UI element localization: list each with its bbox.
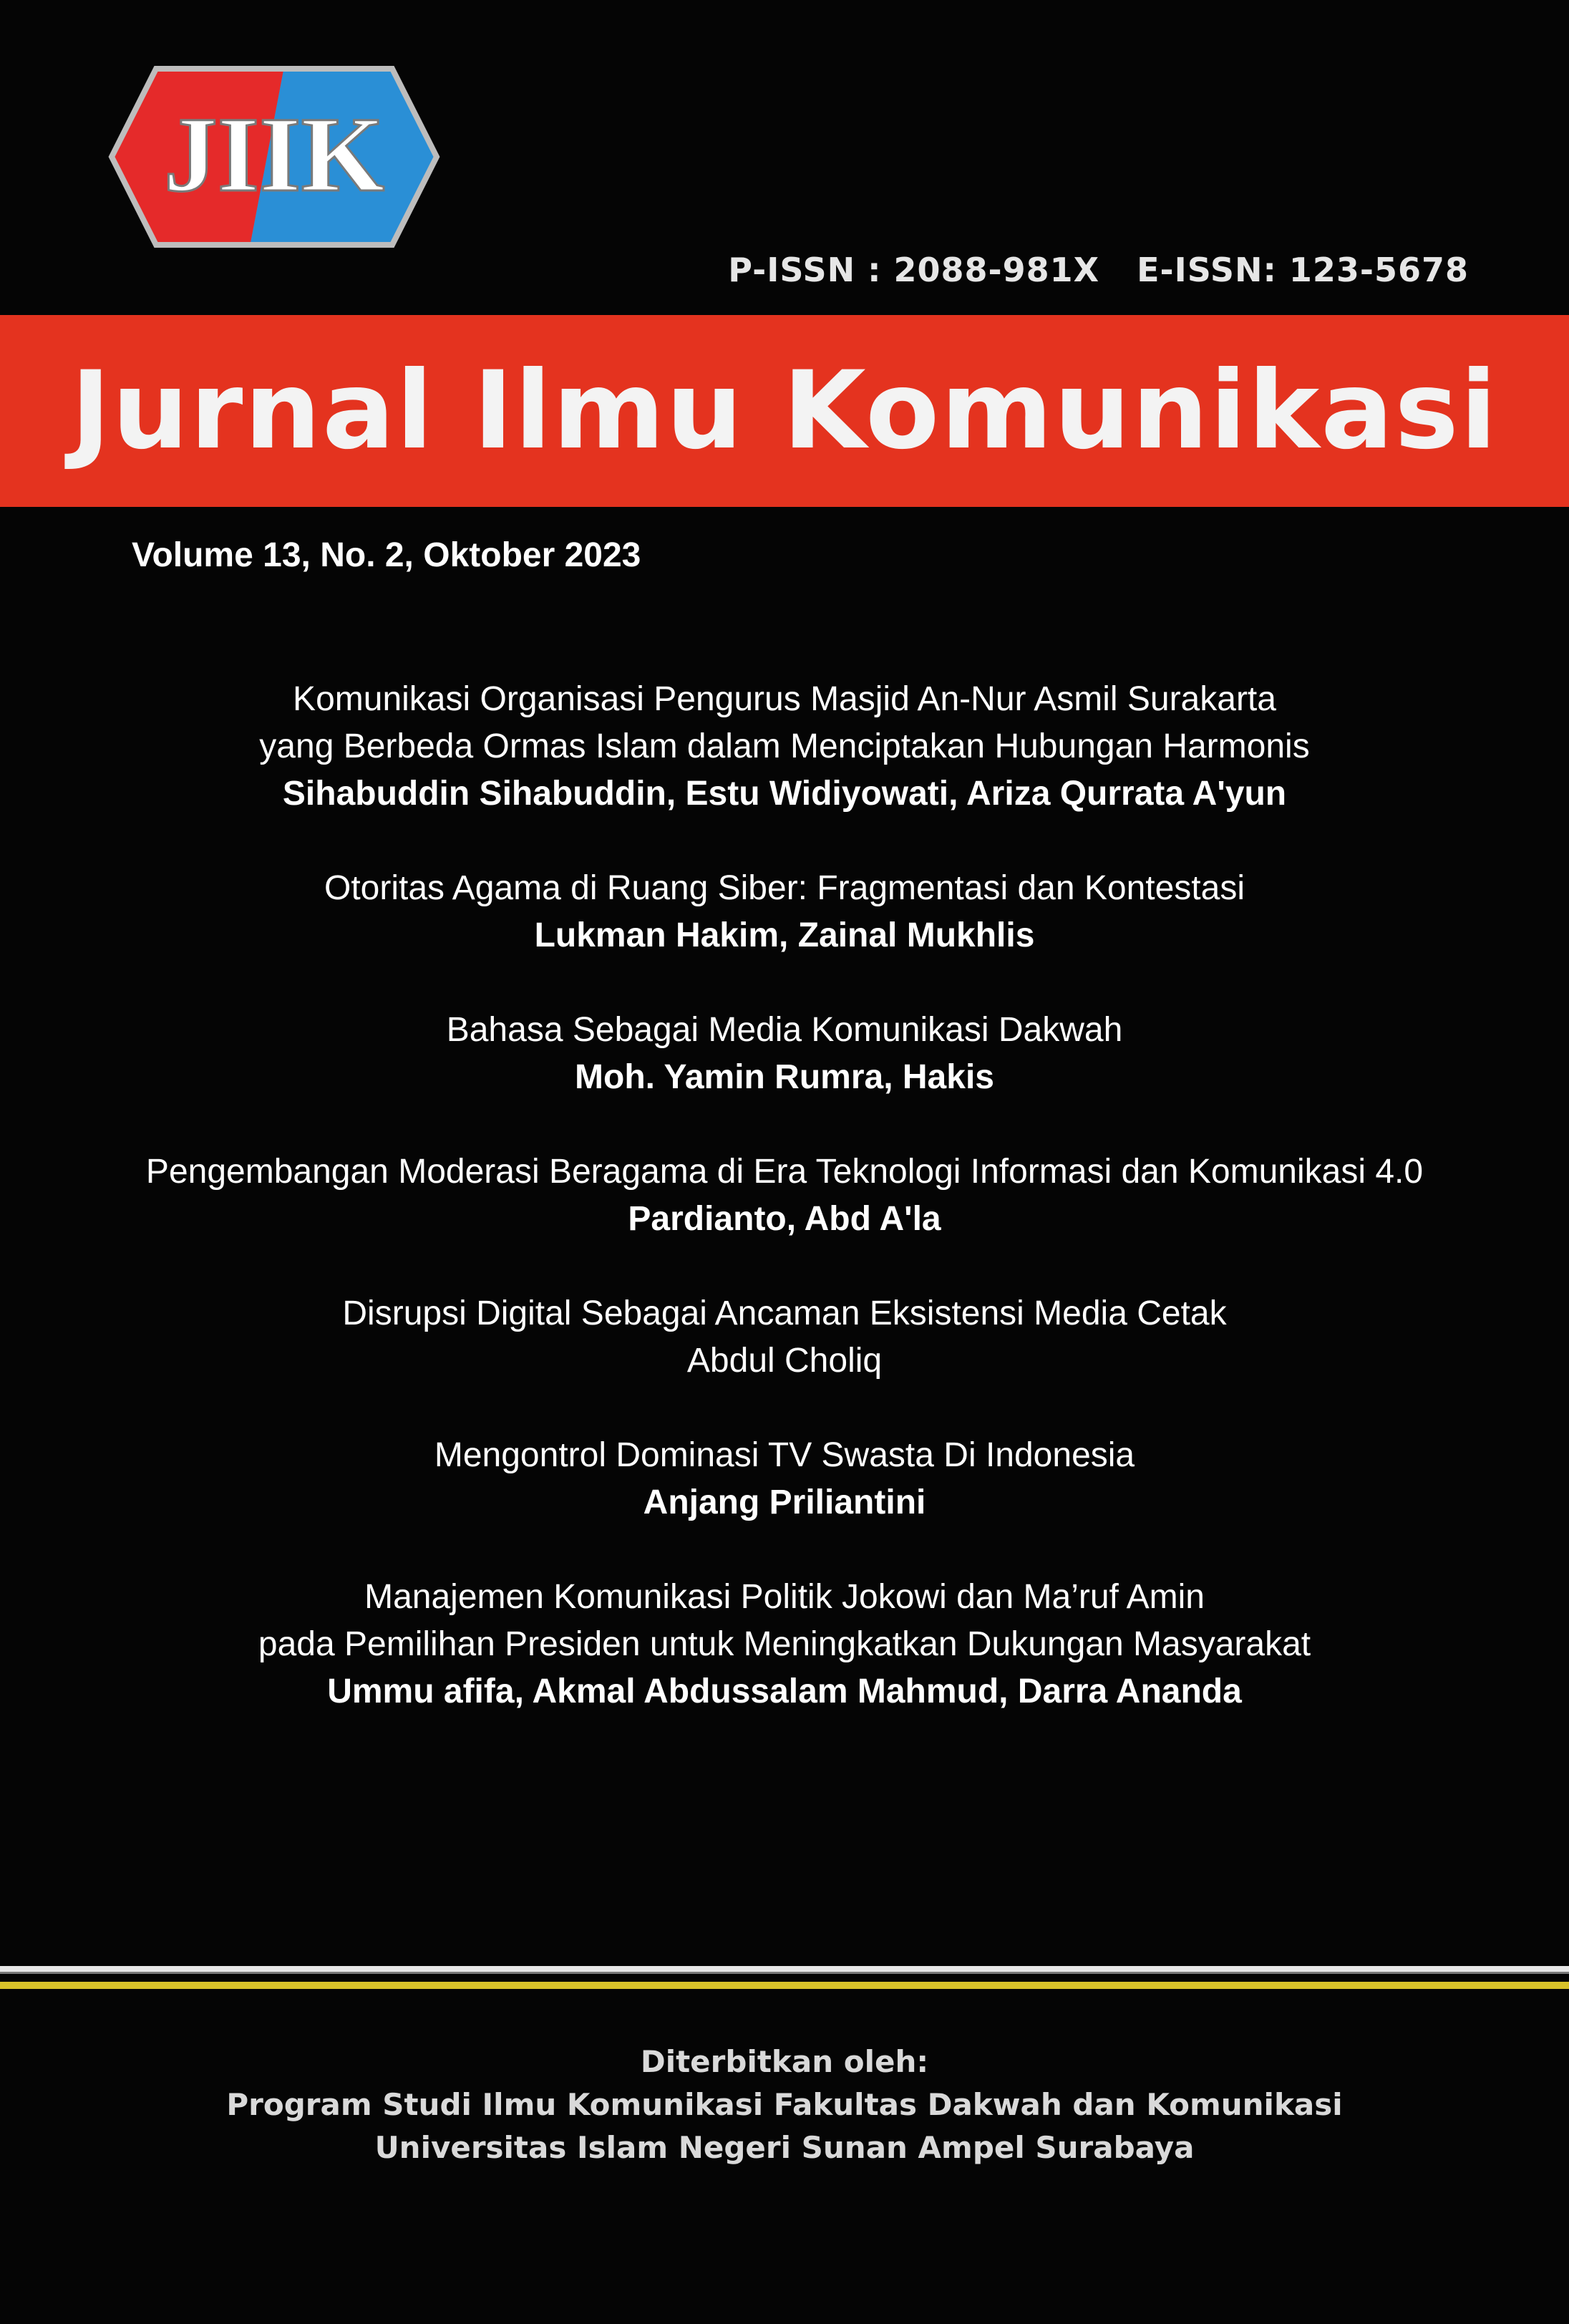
logo-text: JIIK <box>163 95 385 214</box>
article-title-line: pada Pemilihan Presiden untuk Meningkatkan Dukungan Masyarakat <box>258 1625 1311 1663</box>
article-item <box>0 1007 1569 1101</box>
publisher-label: Diterbitkan oleh: <box>640 2044 929 2079</box>
issn-line <box>728 251 1469 289</box>
electronic-issn: E-ISSN: 123-5678 <box>1137 251 1469 289</box>
article-item <box>0 676 1569 818</box>
article-title-line: Pengembangan Moderasi Beragama di Era Teknologi Informasi dan Komunikasi 4.0 <box>145 1153 1424 1191</box>
article-item <box>0 1290 1569 1385</box>
publisher-block <box>0 2040 1569 2169</box>
article-item <box>0 865 1569 959</box>
article-authors: Lukman Hakim, Zainal Mukhlis <box>534 916 1035 954</box>
article-authors: Sihabuddin Sihabuddin, Estu Widiyowati, Ariza Qurrata A'yun <box>282 775 1287 813</box>
journal-logo <box>106 63 442 251</box>
article-item <box>0 1148 1569 1243</box>
article-title-line: Bahasa Sebagai Media Komunikasi Dakwah <box>446 1011 1123 1049</box>
article-title-line: Otoritas Agama di Ruang Siber: Fragmentasi dan Kontestasi <box>324 869 1245 907</box>
article-authors: Ummu afifa, Akmal Abdussalam Mahmud, Darra Ananda <box>327 1672 1242 1710</box>
jiik-logo-icon <box>106 63 442 251</box>
divider-line <box>0 1966 1569 1972</box>
publisher-program: Program Studi Ilmu Komunikasi Fakultas Dakwah dan Komunikasi <box>226 2087 1343 2122</box>
article-title-line: Komunikasi Organisasi Pengurus Masjid An-Nur Asmil Surakarta <box>293 680 1276 718</box>
article-authors: Moh. Yamin Rumra, Hakis <box>575 1058 994 1096</box>
article-item <box>0 1432 1569 1526</box>
article-title-line: Manajemen Komunikasi Politik Jokowi dan Ma’ruf Amin <box>364 1578 1205 1616</box>
article-authors: Anjang Priliantini <box>643 1483 926 1521</box>
article-list <box>0 676 1569 1763</box>
article-title-line: yang Berbeda Ormas Islam dalam Menciptakan Hubungan Harmonis <box>259 727 1310 765</box>
divider-stripe <box>0 1972 1569 1989</box>
journal-title: Jurnal Ilmu Komunikasi <box>70 349 1499 473</box>
volume-info: Volume 13, No. 2, Oktober 2023 <box>132 536 641 574</box>
publisher-university: Universitas Islam Negeri Sunan Ampel Surabaya <box>374 2130 1195 2165</box>
article-item <box>0 1574 1569 1715</box>
print-issn: P-ISSN : 2088-981X <box>728 251 1100 289</box>
article-title-line: Mengontrol Dominasi TV Swasta Di Indonesia <box>434 1436 1135 1474</box>
article-authors: Abdul Choliq <box>686 1342 883 1380</box>
article-title-line: Disrupsi Digital Sebagai Ancaman Eksistensi Media Cetak <box>342 1294 1227 1332</box>
article-authors: Pardianto, Abd A'la <box>628 1200 941 1238</box>
